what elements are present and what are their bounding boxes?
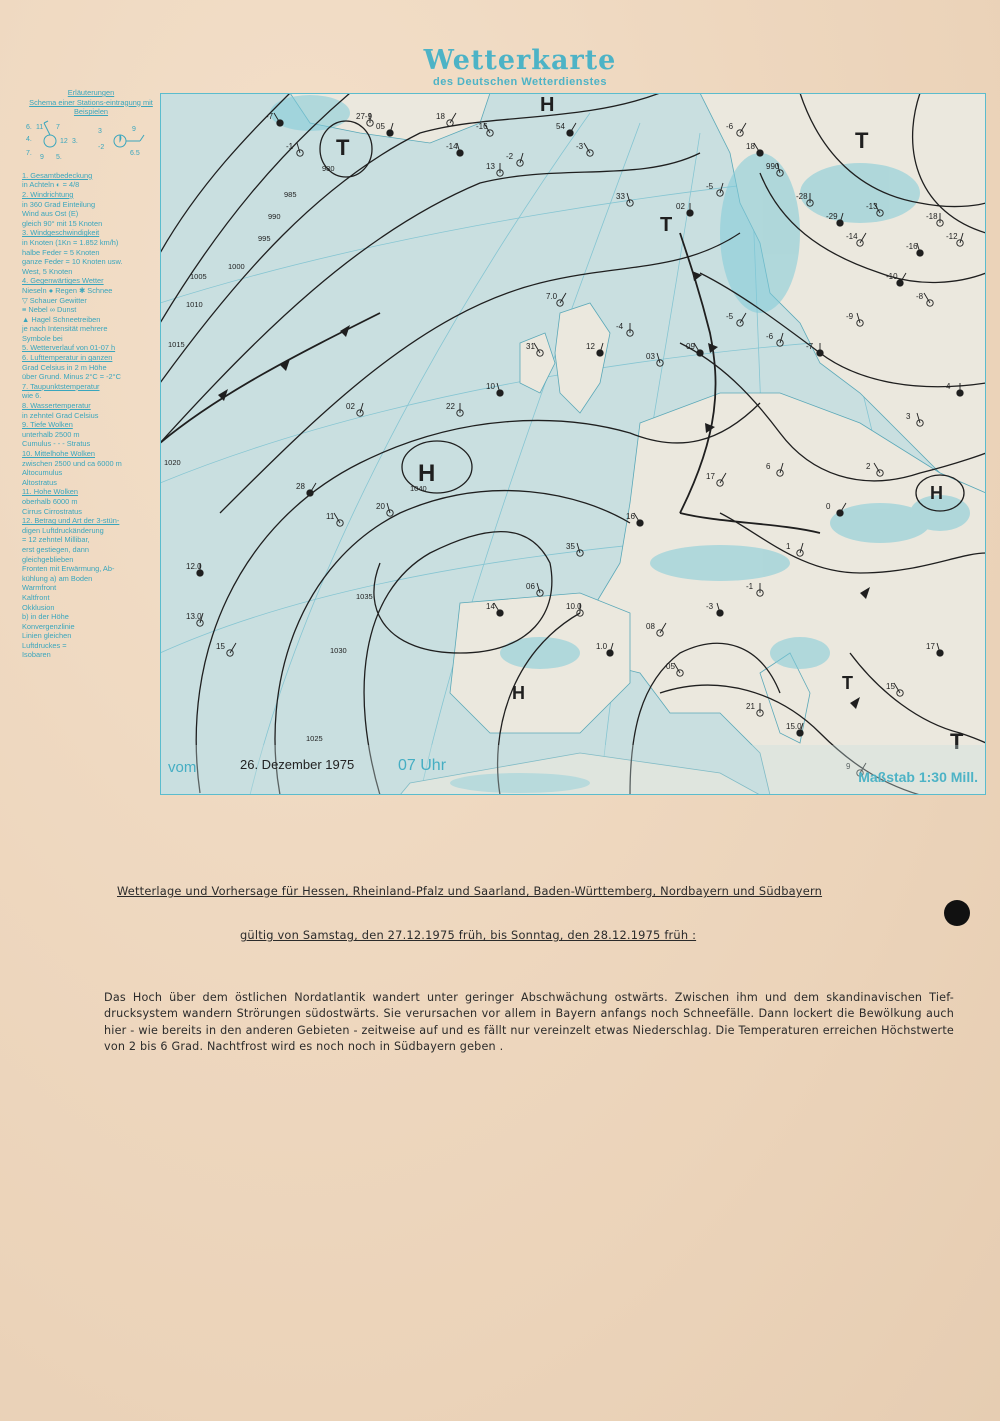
station-value: 35	[566, 542, 575, 551]
weather-map	[160, 93, 986, 795]
station-value: 7.0	[546, 292, 558, 301]
svg-text:5.: 5.	[56, 153, 62, 161]
station-value: -5	[706, 182, 714, 191]
station-value: -2	[506, 152, 514, 161]
legend-item: unterhalb 2500 m	[22, 429, 80, 439]
legend-item: gleich 90° mit 15 Knoten	[22, 218, 103, 228]
station-value: 16	[626, 512, 635, 521]
svg-text:4.: 4.	[26, 135, 32, 143]
legend-item: Linien gleichen	[22, 631, 72, 641]
station-value: 10.0	[566, 602, 582, 611]
legend-item: Konvergenzlinie	[22, 621, 75, 631]
station-value: 02	[676, 202, 685, 211]
station-value: -10	[886, 272, 898, 281]
legend-item: in zehntel Grad Celsius	[22, 410, 99, 420]
legend-item: in Achteln ◐ = 4/8	[22, 180, 80, 190]
station-value: 17	[706, 472, 715, 481]
legend-item: ≡ Nebel ∞ Dunst	[22, 305, 77, 315]
svg-text:6.5: 6.5	[130, 149, 140, 157]
svg-text:9: 9	[132, 125, 136, 133]
legend-item: 1. Gesamtbedeckung	[22, 170, 93, 180]
station-value: 54	[556, 122, 565, 131]
legend-item: zwischen 2500 und ca 6000 m	[22, 458, 122, 468]
svg-text:3: 3	[98, 127, 102, 135]
legend-item: 4. Gegenwärtiges Wetter	[22, 276, 104, 286]
svg-text:7.: 7.	[26, 149, 32, 157]
legend-item: oberhalb 6000 m	[22, 496, 78, 506]
legend-item: gleichgeblieben	[22, 554, 74, 564]
legend-item: Isobaren	[22, 650, 51, 660]
legend-panel	[22, 88, 160, 660]
station-value: 22	[446, 402, 455, 411]
legend-schema: Schema einer Stations-eintragung mit Beispielen	[29, 97, 153, 117]
low-center-iceland: T	[336, 135, 350, 160]
svg-text:12: 12	[60, 137, 68, 145]
station-value: -4	[616, 322, 624, 331]
legend-item: wie 6.	[22, 391, 42, 401]
legend-item: = 12 zehntel Millibar,	[22, 535, 90, 545]
station-value: 11	[326, 512, 335, 521]
station-value: -1	[286, 142, 294, 151]
low-center-italy: T	[842, 673, 853, 693]
legend-item: halbe Feder = 5 Knoten	[22, 247, 100, 257]
legend-item: 5. Wetterverlauf von 01-07 h	[22, 343, 116, 353]
legend-item: Altostratus	[22, 477, 57, 487]
station-value: 1	[786, 542, 791, 551]
station-value: 21	[746, 702, 755, 711]
station-value: 09	[686, 342, 695, 351]
station-value: -7	[806, 342, 814, 351]
legend-item: Fronten mit Erwärmung, Ab-	[22, 564, 115, 574]
station-value: 05	[376, 122, 385, 131]
station-value: 1.0	[596, 642, 608, 651]
station-value: 05	[666, 662, 675, 671]
isobar-label: 1015	[168, 340, 185, 349]
legend-items	[22, 171, 160, 660]
isobar-label: 1020	[164, 458, 181, 467]
station-value: -6	[726, 122, 734, 131]
footer-time: 07 Uhr	[398, 757, 447, 774]
isobar-label: 990	[268, 212, 281, 221]
isobar-label: 1010	[186, 300, 203, 309]
station-value: 12.0	[186, 562, 202, 571]
legend-item: Cumulus - - - Stratus	[22, 439, 91, 449]
legend-item: Kaltfront	[22, 592, 50, 602]
legend-item: je nach Intensität mehrere	[22, 324, 108, 334]
legend-item: 3. Windgeschwindigkeit	[22, 228, 100, 238]
svg-text:-2: -2	[98, 143, 105, 151]
legend-item: Symbole bei	[22, 333, 63, 343]
legend-item: ▽ Schauer Gewitter	[22, 295, 87, 305]
station-value: 10	[486, 382, 495, 391]
station-value: 4	[946, 382, 951, 391]
station-value: -28	[796, 192, 808, 201]
station-value: 0	[826, 502, 831, 511]
legend-item: West, 5 Knoten	[22, 266, 73, 276]
isobar-label: 1005	[190, 272, 207, 281]
legend-item: erst gestiegen, dann	[22, 544, 89, 554]
map-scale: Maßstab 1:30 Mill.	[858, 769, 978, 785]
legend-item: Nieseln ● Regen ✱ Schnee	[22, 285, 113, 295]
title-sub: des Deutschen Wetterdienstes	[433, 76, 607, 88]
legend-item: 11. Hohe Wolken	[22, 487, 79, 497]
isobar-label: 995	[258, 234, 271, 243]
station-value: -12	[946, 232, 958, 241]
station-value: 08	[646, 622, 655, 631]
high-center-atlantic: H	[418, 460, 436, 487]
legend-item: Altocumulus	[22, 468, 63, 478]
station-value: -5	[726, 312, 734, 321]
legend-item: b) in der Höhe	[22, 612, 69, 622]
station-value: 17	[926, 642, 935, 651]
legend-item: 7. Taupunktstemperatur	[22, 381, 100, 391]
legend-item: in 360 Grad Einteilung	[22, 199, 96, 209]
station-value: -14	[846, 232, 858, 241]
legend-heading: Erläuterungen	[67, 88, 115, 97]
isobar-label: 1030	[330, 646, 347, 655]
svg-text:7: 7	[56, 123, 60, 131]
forecast-validity: gültig von Samstag, den 27.12.1975 früh, bis Sonntag, den 28.12.1975 früh :	[240, 928, 697, 942]
legend-item: 8. Wassertemperatur	[22, 401, 91, 411]
station-value: -16	[906, 242, 918, 251]
isobar-label: 980	[322, 164, 335, 173]
station-value: 18	[746, 142, 755, 151]
station-schema-icon	[22, 119, 160, 167]
legend-item: 12. Betrag und Art der 3-stün-	[22, 516, 120, 526]
high-center-east: H	[930, 483, 943, 503]
svg-text:9: 9	[40, 153, 44, 161]
low-center-norway: T	[660, 214, 673, 236]
legend-item: Luftdruckes =	[22, 640, 67, 650]
station-value: -8	[916, 292, 924, 301]
svg-text:3.: 3.	[72, 137, 78, 145]
isobar-label: 1035	[356, 592, 373, 601]
legend-item: über Grund. Minus 2°C = -2°C	[22, 372, 121, 382]
station-value: 990	[766, 162, 780, 171]
station-value: 27-9	[356, 112, 373, 121]
station-value: 14	[486, 602, 495, 611]
footer-vom: vom	[168, 759, 197, 776]
station-value: -18	[926, 212, 938, 221]
legend-item: Cirrus Cirrostratus	[22, 506, 82, 516]
station-value: -6	[766, 332, 774, 341]
station-value: -16	[476, 122, 488, 131]
station-value: -3	[706, 602, 714, 611]
legend-item: digen Luftdruckänderung	[22, 525, 104, 535]
station-value: -9	[846, 312, 854, 321]
forecast-headline: Wetterlage und Vorhersage für Hessen, Rheinland-Pfalz und Saarland, Baden-Württemberg, Nordbayern und Südbayern	[117, 884, 823, 898]
legend-item: 9. Tiefe Wolken	[22, 420, 73, 430]
legend-item: in Knoten (1Kn = 1.852 km/h)	[22, 237, 119, 247]
station-value: 15.0	[786, 722, 802, 731]
station-value: 28	[296, 482, 305, 491]
station-value: -7	[266, 112, 274, 121]
station-value: 9	[846, 762, 851, 771]
legend-item: ▲ Hagel Schneetreiben	[22, 314, 101, 324]
station-value: 15	[886, 682, 895, 691]
high-center-iberia: H	[512, 683, 525, 703]
low-center-baltic: T	[855, 128, 869, 153]
svg-text:11: 11	[36, 123, 44, 131]
station-value: 02	[346, 402, 355, 411]
station-value: -14	[446, 142, 458, 151]
station-value: 13.0	[186, 612, 202, 621]
title-main: Wetterkarte	[423, 45, 617, 76]
legend-item: ganze Feder = 10 Knoten usw.	[22, 257, 123, 267]
station-value: 20	[376, 502, 385, 511]
station-value: 3	[906, 412, 911, 421]
high-center-north: H	[540, 94, 555, 116]
station-value: 13	[486, 162, 495, 171]
forecast-body: Das Hoch über dem östlichen Nordatlantik wandert unter geringer Abschwächung ostwärts. Zwischen ihm und dem skandinavischen Tief-drucksystem wandern Strörungen südostwärts. Sie verursachen vor allem in Bayern anfangs noch Schneefälle. Dann lockert die Bewölkung auch hier - wie bereits in den anderen Gebieten - zeitweise auf und es fällt nur vereinzelt etwas Niederschlag. Die Temperaturen erreichen Höchstwerte von 2 bis 6 Grad. Nachtfrost wird es noch noch in Südbayern geben .	[104, 991, 954, 1054]
station-value: 33	[616, 192, 625, 201]
map-title	[300, 46, 740, 88]
station-value: 31	[526, 342, 535, 351]
legend-item: 6. Lufttemperatur in ganzen	[22, 353, 113, 363]
station-value: 15	[216, 642, 225, 651]
station-value: 2	[866, 462, 871, 471]
station-value: 03	[646, 352, 655, 361]
station-value: -29	[826, 212, 838, 221]
station-value: -3	[576, 142, 584, 151]
station-value: -13	[866, 202, 878, 211]
station-value: 06	[526, 582, 535, 591]
station-value: 12	[586, 342, 595, 351]
isobar-label: 1025	[306, 734, 323, 743]
isobar-label: 1040	[410, 484, 427, 493]
legend-item: Warmfront	[22, 583, 57, 593]
svg-text:6.: 6.	[26, 123, 32, 131]
legend-item: Wind aus Ost (E)	[22, 209, 79, 219]
isobar-label: 1000	[228, 262, 245, 271]
legend-item: 10. Mittelhohe Wolken	[22, 449, 95, 458]
legend-item: Okklusion	[22, 602, 55, 612]
low-center-southeast: T	[950, 729, 964, 754]
legend-item: 2. Windrichtung	[22, 189, 74, 199]
legend-item: Grad Celsius in 2 m Höhe	[22, 362, 107, 372]
legend-item: kühlung a) am Boden	[22, 573, 93, 583]
footer-date: 26. Dezember 1975	[240, 757, 355, 772]
station-value: 18	[436, 112, 445, 121]
map-footer	[168, 747, 978, 787]
map-canvas	[160, 93, 986, 795]
station-value: -1	[746, 582, 754, 591]
isobar-label: 985	[284, 190, 297, 199]
punch-hole-bottom	[944, 900, 970, 926]
station-value: 6	[766, 462, 771, 471]
